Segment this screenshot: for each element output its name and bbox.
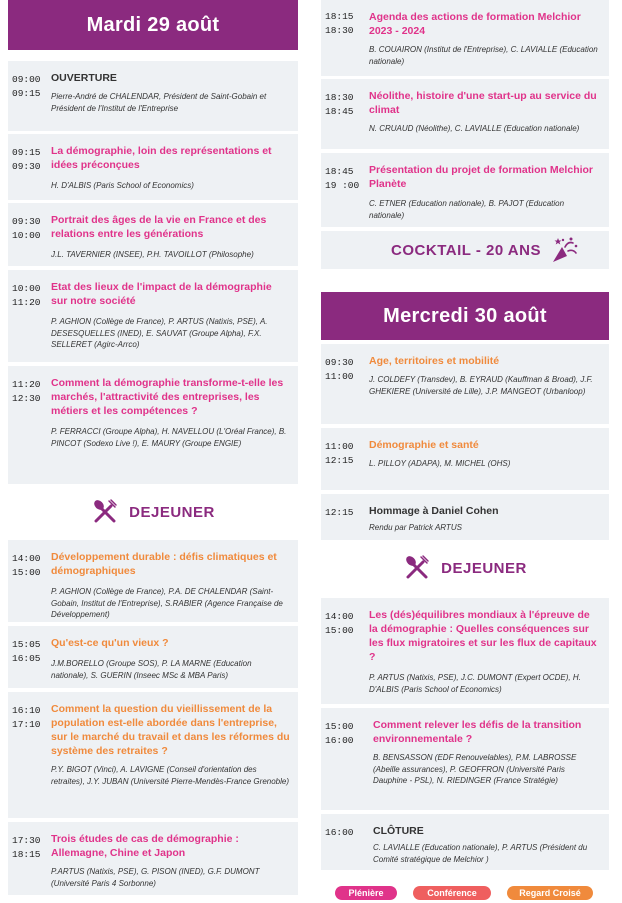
lunch-break-day2 <box>321 552 609 584</box>
session-title: Comment la question du vieillissement de la population est-elle abordée dans l'entreprise, sur le marché du travail et dans les réformes du système des retraites ? <box>51 703 290 757</box>
session-vieillissement <box>8 692 298 818</box>
session-end: 19 :00 <box>325 180 360 191</box>
session-title: Développement durable : défis climatiques et démographiques <box>51 551 277 577</box>
session-end: 16:00 <box>325 735 354 746</box>
session-title: Qu'est-ce qu'un vieux ? <box>51 637 169 649</box>
session-start: 09:30 <box>325 357 354 368</box>
legend <box>335 886 615 900</box>
party-popper-icon <box>549 235 579 265</box>
session-title: Age, territoires et mobilité <box>369 355 500 367</box>
session-end: 09:30 <box>12 161 41 172</box>
lunch-label: DEJEUNER <box>441 559 527 577</box>
session-start: 11:00 <box>325 441 354 452</box>
session-start: 18:15 <box>325 11 354 22</box>
session-melchior-planete <box>321 153 609 227</box>
fork-spoon-icon <box>403 554 431 582</box>
session-start: 18:45 <box>325 166 354 177</box>
session-start: 09:00 <box>12 74 41 85</box>
session-speakers: J.L. TAVERNIER (INSEE), P.H. TAVOILLOT (Philosophe) <box>51 250 254 259</box>
legend-regard-croise: Regard Croisé <box>507 886 593 900</box>
session-start: 11:20 <box>12 379 41 390</box>
legend-pleniere: Plénière <box>335 886 397 900</box>
session-etat-des-lieux <box>8 270 298 362</box>
day1-evening-and-day2-column <box>321 0 609 903</box>
session-speakers: C. LAVIALLE (Education nationale), P. ARTUS (Président du Comité stratégique de Melchior ) <box>373 843 588 864</box>
legend-conference: Conférence <box>413 886 491 900</box>
session-end: 10:00 <box>12 230 41 241</box>
session-end: 09:15 <box>12 88 41 99</box>
day1-column <box>8 0 298 903</box>
session-title: Les (dés)équilibres mondiaux à l'épreuve de la démographie : Quelles conséquences sur les flux migratoires et sur les flux de capitaux ? <box>369 609 597 663</box>
session-end: 12:30 <box>12 393 41 404</box>
session-speakers: H. D'ALBIS (Paris School of Economics) <box>51 181 194 190</box>
session-start: 15:05 <box>12 639 41 650</box>
day1-header <box>8 0 298 50</box>
session-cloture <box>321 814 609 870</box>
session-speakers: Pierre-André de CHALENDAR, Président de Saint-Gobain et Président de l'Institut de l'Entreprise <box>51 92 267 113</box>
session-etudes-de-cas <box>8 822 298 895</box>
cocktail-row <box>321 231 609 269</box>
session-speakers: C. ETNER (Education nationale), B. PAJOT (Education nationale) <box>369 199 565 220</box>
session-title: Agenda des actions de formation Melchior 2023 - 2024 <box>369 11 581 37</box>
session-speakers: P. AGHION (Collège de France), P.A. DE CHALENDAR (Saint-Gobain, Institut de l'Entreprise), S.RABIER (Agence Française de Développement) <box>51 587 283 619</box>
session-start: 16:00 <box>325 827 354 838</box>
session-speakers: J. COLDEFY (Transdev), B. EYRAUD (Kauffman & Broad), J.F. GHEKIERE (Université de Lille), J.P. MANGEOT (Urbanloop) <box>369 375 593 396</box>
session-speakers: Rendu par Patrick ARTUS <box>369 523 462 532</box>
session-title: Etat des lieux de l'impact de la démographie sur notre société <box>51 281 272 307</box>
session-speakers: N. CRUAUD (Néolithe), C. LAVIALLE (Education nationale) <box>369 124 580 133</box>
session-title: OUVERTURE <box>51 72 117 84</box>
session-start: 10:00 <box>12 283 41 294</box>
session-title: Présentation du projet de formation Melchior Planète <box>369 164 594 190</box>
session-end: 12:15 <box>325 455 354 466</box>
session-end: 18:30 <box>325 25 354 36</box>
session-speakers: B. BENSASSON (EDF Renouvelables), P.M. LABROSSE (Abeille assurances), P. GEOFFRON (Université Paris Dauphine - PSL), N. RIEDINGER (France Stratégie) <box>373 753 577 785</box>
session-title: Comment la démographie transforme-t-elle les marchés, l'attractivité des entreprises, les métiers et les compétences ? <box>51 377 284 417</box>
session-end: 15:00 <box>325 625 354 636</box>
session-portrait <box>8 203 298 266</box>
session-start: 09:15 <box>12 147 41 158</box>
session-end: 17:10 <box>12 719 41 730</box>
session-end: 18:15 <box>12 849 41 860</box>
session-end: 16:05 <box>12 653 41 664</box>
day2-header <box>321 292 609 340</box>
session-title: CLÔTURE <box>373 825 424 837</box>
session-start: 16:10 <box>12 705 41 716</box>
session-speakers: P.ARTUS (Natixis, PSE), G. PISON (INED), G.F. DUMONT (Université Paris 4 Sorbonne) <box>51 867 260 888</box>
session-speakers: P.Y. BIGOT (Vinci), A. LAVIGNE (Conseil d'orientation des retraites), J.Y. JUBAN (Université Pierre-Mendès-France Grenoble) <box>51 765 290 786</box>
session-vieux <box>8 626 298 688</box>
lunch-label: DEJEUNER <box>129 503 215 521</box>
session-speakers: L. PILLOY (ADAPA), M. MICHEL (OHS) <box>369 459 511 468</box>
session-start: 17:30 <box>12 835 41 846</box>
session-territoires <box>321 344 609 424</box>
session-start: 18:30 <box>325 92 354 103</box>
session-title: Portrait des âges de la vie en France et des relations entre les générations <box>51 214 267 240</box>
session-transition <box>321 708 609 810</box>
session-start: 15:00 <box>325 721 354 732</box>
session-agenda-melchior <box>321 0 609 76</box>
cocktail-label: COCKTAIL - 20 ANS <box>391 241 541 259</box>
session-title: Hommage à Daniel Cohen <box>369 505 499 517</box>
session-speakers: P. ARTUS (Natixis, PSE), J.C. DUMONT (Expert OCDE), H. D'ALBIS (Paris School of Economics) <box>369 673 581 694</box>
session-speakers: B. COUAIRON (Institut de l'Entreprise), C. LAVIALLE (Education nationale) <box>369 45 598 66</box>
session-start: 14:00 <box>12 553 41 564</box>
session-speakers: J.M.BORELLO (Groupe SOS), P. LA MARNE (Education nationale), S. GUERIN (Inseec MSc & MBA Paris) <box>51 659 252 680</box>
session-title: Comment relever les défis de la transition environnementale ? <box>373 719 582 745</box>
session-end: 15:00 <box>12 567 41 578</box>
session-speakers: P. AGHION (Collège de France), P. ARTUS (Natixis, PSE), A. DESESQUELLES (INED), E. SAUVAT (Groupe Alpha), F.X. SELLERET (Agirc-Arrco) <box>51 317 268 349</box>
day2-title: Mercredi 30 août <box>383 304 547 327</box>
session-sante <box>321 428 609 490</box>
session-end: 18:45 <box>325 106 354 117</box>
session-title: Trois études de cas de démographie : Allemagne, Chine et Japon <box>51 833 239 859</box>
session-developpement-durable <box>8 540 298 622</box>
session-speakers: P. FERRACCI (Groupe Alpha), H. NAVELLOU (L'Oréal France), B. PINCOT (Sodexo Live !), E. MAURY (Groupe ENGIE) <box>51 427 287 448</box>
lunch-break-day1 <box>8 496 298 528</box>
fork-spoon-icon <box>91 498 119 526</box>
session-title: Démographie et santé <box>369 439 479 451</box>
session-marches <box>8 366 298 484</box>
session-title: Néolithe, histoire d'une start-up au service du climat <box>369 90 597 116</box>
session-ouverture <box>8 61 298 131</box>
session-title: La démographie, loin des représentations et idées préconçues <box>51 145 272 171</box>
session-start: 14:00 <box>325 611 354 622</box>
session-end: 11:20 <box>12 297 41 308</box>
session-start: 12:15 <box>325 507 354 518</box>
session-hommage <box>321 494 609 540</box>
session-start: 09:30 <box>12 216 41 227</box>
session-demographie <box>8 134 298 200</box>
session-neolithe <box>321 79 609 149</box>
day1-title: Mardi 29 août <box>86 13 220 36</box>
session-desequilibres <box>321 598 609 704</box>
session-end: 11:00 <box>325 371 354 382</box>
